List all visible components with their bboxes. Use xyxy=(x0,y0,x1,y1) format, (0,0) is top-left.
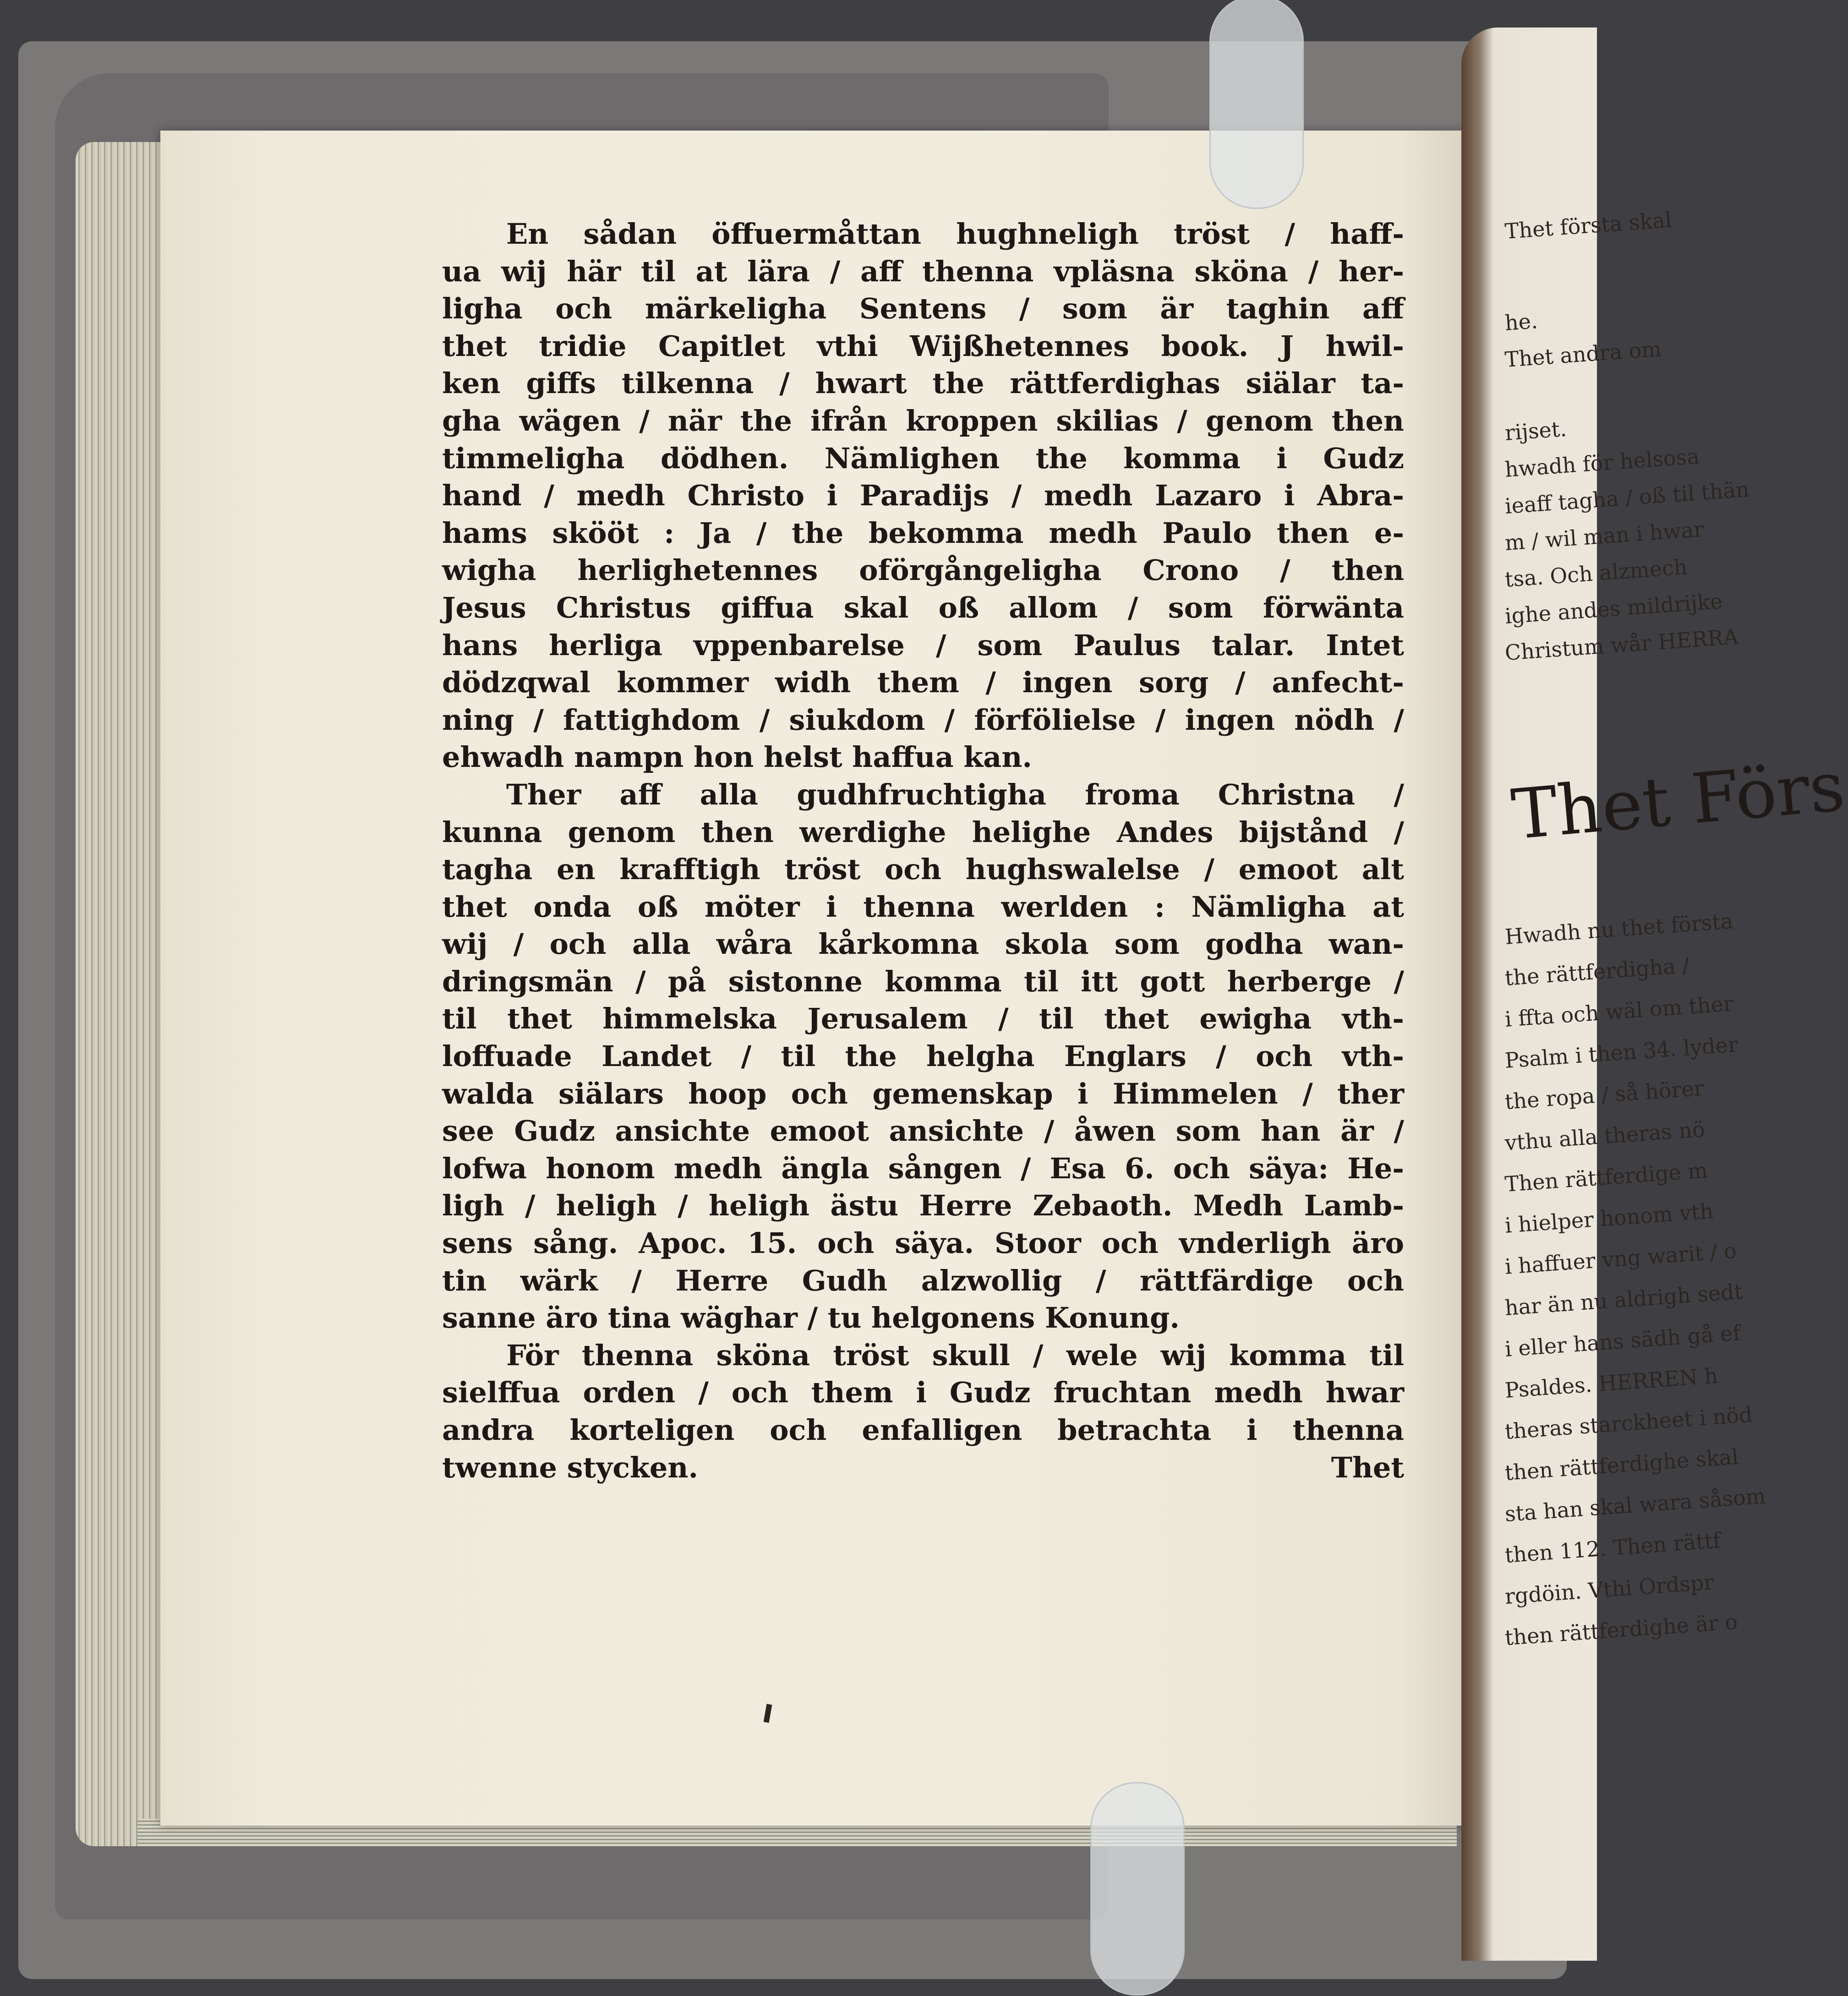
text-line: sielffua orden / och them i Gudz fruchtan medh hwar xyxy=(442,1376,1404,1410)
text-line: dringsmän / på sistonne komma til itt gott herberge / xyxy=(442,964,1404,998)
text-line: andra korteligen och enfalligen betrachta i thenna xyxy=(442,1413,1404,1447)
facing-line: Psaldes. HERREN h xyxy=(1504,1363,1719,1403)
facing-line: tsa. Och alzmech xyxy=(1504,554,1689,592)
facing-line: ieaff tagha / oß til thän xyxy=(1504,476,1750,519)
facing-line: he. xyxy=(1504,308,1539,335)
facing-line: theras starckheet i nöd xyxy=(1504,1402,1753,1444)
text-line: gha wägen / när the ifrån kroppen skilias / genom then xyxy=(442,404,1404,437)
facing-line: i eller hans sädh gå ef xyxy=(1504,1320,1741,1362)
text-line: tin wärk / Herre Gudh alzwollig / rättfärdige och xyxy=(442,1263,1404,1297)
text-line: Ther aff alla gudhfruchtigha froma Christna / xyxy=(506,777,1404,811)
text-line: twenne stycken. xyxy=(442,1450,699,1484)
facing-line: i hielper honom vth xyxy=(1504,1198,1714,1238)
facing-line: rgdöin. Vthi Ordspr xyxy=(1504,1569,1715,1609)
text-line: wigha herlighetennes oförgångeligha Crono / then xyxy=(442,553,1404,587)
facing-line: sta han skal wara såsom xyxy=(1504,1483,1766,1526)
facing-line: m / wil man i hwar xyxy=(1504,516,1705,555)
page-clip-bottom xyxy=(1090,1782,1185,1996)
text-line: wij / och alla wåra kårkomna skola som godha wan- xyxy=(442,927,1404,961)
text-line: thet onda oß möter i thenna werlden : Nämligha at xyxy=(442,890,1404,924)
facing-line: Psalm i then 34. lyder xyxy=(1504,1032,1739,1073)
text-line: walda siälars hoop och gemenskap i Himmelen / ther xyxy=(442,1077,1404,1110)
text-line: hans herliga vppenbarelse / som Paulus talar. Intet xyxy=(442,628,1404,662)
text-line: ligha och märkeligha Sentens / som är taghin aff xyxy=(442,292,1404,326)
text-line: För thenna sköna tröst skull / wele wij komma til xyxy=(506,1338,1404,1372)
text-line: hand / medh Christo i Paradijs / medh Lazaro i Abra- xyxy=(442,479,1404,513)
body-text xyxy=(442,215,1404,1486)
facing-heading: Thet Förs xyxy=(1508,746,1848,855)
facing-line: Christum wår HERRA xyxy=(1504,624,1739,665)
facing-line: vthu alla theras nö xyxy=(1504,1116,1706,1155)
text-line: ning / fattighdom / siukdom / förfölielse / ingen nödh / xyxy=(442,703,1404,737)
text-line: timmeligha dödhen. Nämlighen the komma i Gudz xyxy=(442,441,1404,475)
text-line: kunna genom then werdighe helighe Andes bijstånd / xyxy=(442,815,1404,849)
facing-page xyxy=(1461,27,1848,1961)
facing-line: hwadh för helsosa xyxy=(1504,443,1700,482)
facing-line: Then rättferdige m xyxy=(1504,1158,1709,1197)
text-line-last xyxy=(442,1449,1404,1487)
text-line: hams skööt : Ja / the bekomma medh Paulo then e- xyxy=(442,516,1404,550)
text-line: Jesus Christus giffua skal oß allom / som förwänta xyxy=(442,591,1404,624)
facing-line: rijset. xyxy=(1504,416,1568,445)
text-line: ua wij här til at lära / aff thenna vpläsna sköna / her- xyxy=(442,254,1404,288)
catchword: Thet xyxy=(1331,1450,1404,1484)
text-line: sens sång. Apoc. 15. och säya. Stoor och vnderligh äro xyxy=(442,1226,1404,1260)
facing-line: the ropa / så hörer xyxy=(1504,1075,1705,1114)
page-clip-top xyxy=(1209,0,1304,209)
text-line: see Gudz ansichte emoot ansichte / åwen som han är / xyxy=(442,1114,1404,1148)
text-line: lofwa honom medh ängla sången / Esa 6. och säya: He- xyxy=(442,1151,1404,1185)
facing-line: then 112. Then rättf xyxy=(1504,1528,1722,1568)
facing-line: har än nu aldrigh sedt xyxy=(1504,1279,1744,1320)
text-line: dödzqwal kommer widh them / ingen sorg / anfecht- xyxy=(442,666,1404,700)
text-line: tagha en krafftigh tröst och hughswalelse / emoot alt xyxy=(442,853,1404,886)
facing-line: then rättferdighe skal xyxy=(1504,1444,1739,1485)
facing-line: Hwadh nu thet första xyxy=(1504,908,1734,949)
facing-line: ighe andes mildrijke xyxy=(1504,588,1723,629)
facing-line: Thet andra om xyxy=(1504,336,1662,372)
text-line: ken giffs tilkenna / hwart the rättferdighas siälar ta- xyxy=(442,366,1404,400)
facing-line: Thet första skal xyxy=(1504,207,1673,244)
facing-line: i ffta och wäl om ther xyxy=(1504,991,1734,1032)
text-line: En sådan öffuermåttan hughneligh tröst / haff- xyxy=(506,217,1404,251)
text-line: sanne äro tina wäghar / tu helgonens Konung. xyxy=(442,1301,1180,1335)
text-line: thet tridie Capitlet vthi Wijßhetennes book. J hwil- xyxy=(442,329,1404,363)
text-line: ehwadh nampn hon helst haffua kan. xyxy=(442,740,1033,774)
facing-line: i haffuer vng warit / o xyxy=(1504,1238,1738,1279)
facing-line: the rättferdigha / xyxy=(1504,952,1690,990)
facing-line: then rättferdighe är o xyxy=(1504,1609,1739,1650)
text-line: ligh / heligh / heligh ästu Herre Zebaoth. Medh Lamb- xyxy=(442,1189,1404,1223)
text-line: loffuade Landet / til the helgha Englars / och vth- xyxy=(442,1039,1404,1073)
text-line: til thet himmelska Jerusalem / til thet ewigha vth- xyxy=(442,1002,1404,1036)
